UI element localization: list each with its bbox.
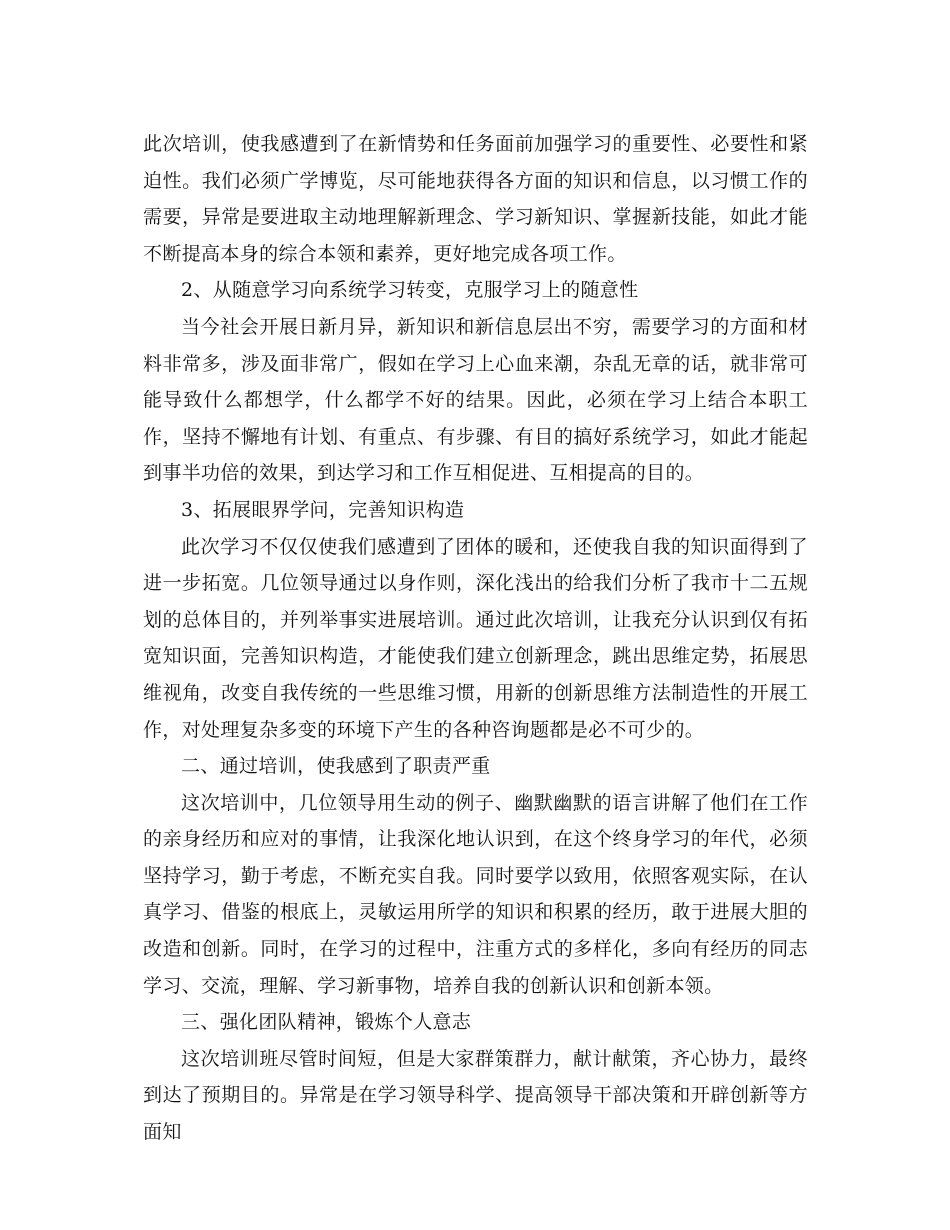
document-body (143, 126, 808, 1151)
heading-team-spirit: 三、强化团队精神，锻炼个人意志 (181, 1011, 472, 1034)
heading-knowledge-structure: 3、拓展眼界学问，完善知识构造 (181, 498, 465, 521)
heading-responsibility: 二、通过培训，使我感到了职责严重 (181, 755, 491, 778)
paragraph-responsibility: 这次培训中，几位领导用生动的例子、幽默幽默的语言讲解了他们在工作的亲身经历和应对的事情，让我深化地认识到，在这个终身学习的年代，必须坚持学习，勤于考虑，不断充实自我。同时要学以致用，依照客观实际，在认真学习、借鉴的根底上，灵敏运用所学的知识和积累的经历，敢于进展大胆的改造和创新。同时，在学习的过程中，注重方式的多样化，多向有经历的同志学习、交流，理解、学习新事物，培养自我的创新认识和创新本领。 (143, 791, 808, 997)
paragraph-team-spirit: 这次培训班尽管时间短，但是大家群策群力，献计献策，齐心协力，最终到达了预期目的。异常是在学习领导科学、提高领导干部决策和开辟创新等方面知 (143, 1047, 808, 1144)
paragraph-knowledge-structure: 此次学习不仅仅使我们感遭到了团体的暖和，还使我自我的知识面得到了进一步拓宽。几位领导通过以身作则，深化浅出的给我们分析了我市十二五规划的总体目的，并列举事实进展培训。通过此次培训，让我充分认识到仅有拓宽知识面，完善知识构造，才能使我们建立创新理念，跳出思维定势，拓展思维视角，改变自我传统的一些思维习惯，用新的创新思维方法制造性的开展工作，对处理复杂多变的环境下产生的各种咨询题都是必不可少的。 (143, 535, 808, 741)
paragraph-systematic-learning: 当今社会开展日新月异，新知识和新信息层出不穷，需要学习的方面和材料非常多，涉及面非常广，假如在学习上心血来潮，杂乱无章的话，就非常可能导致什么都想学，什么都学不好的结果。因此，必须在学习上结合本职工作，坚持不懈地有计划、有重点、有步骤、有目的搞好系统学习，如此才能起到事半功倍的效果，到达学习和工作互相促进、互相提高的目的。 (143, 315, 808, 485)
paragraph-training-urgency: 此次培训，使我感遭到了在新情势和任务面前加强学习的重要性、必要性和紧迫性。我们必须广学博览，尽可能地获得各方面的知识和信息，以习惯工作的需要，异常是要进取主动地理解新理念、学习新知识、掌握新技能，如此才能不断提高本身的综合本领和素养，更好地完成各项工作。 (143, 133, 808, 265)
heading-systematic-learning: 2、从随意学习向系统学习转变，克服学习上的随意性 (181, 279, 639, 302)
